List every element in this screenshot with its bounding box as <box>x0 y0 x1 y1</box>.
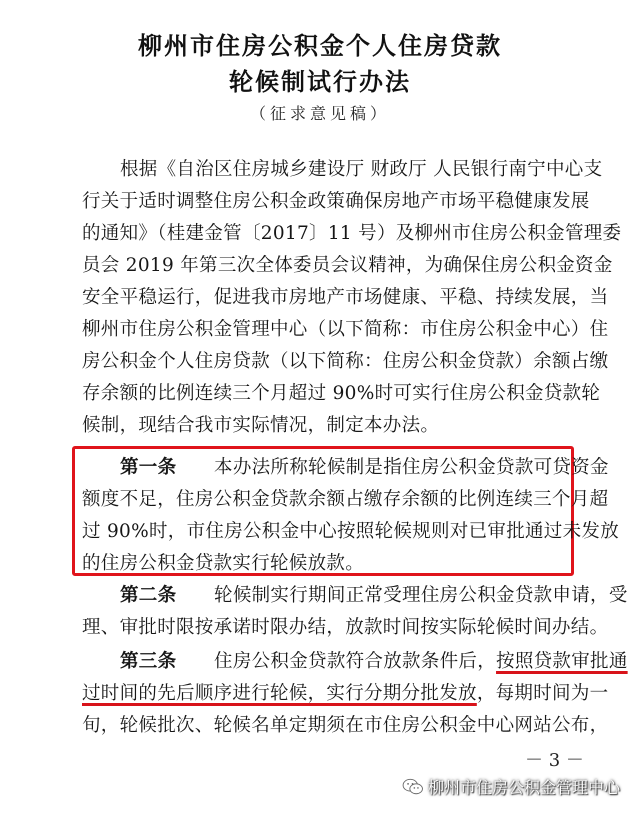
article-2-first-line <box>120 584 628 608</box>
article-3-text: ，每期时间为一 <box>476 683 609 704</box>
article-3-label: 第三条 <box>120 651 177 672</box>
article-2-label: 第二条 <box>120 585 177 606</box>
preamble-line: 房公积金个人住房贷款（以下简称：住房公积金贷款）余额占缴 <box>82 351 609 372</box>
article-1-text: 本办法所称轮候制是指住房公积金贷款可贷资金 <box>214 457 609 478</box>
article-3-text: 住房公积金贷款符合放款条件后， <box>214 651 497 672</box>
article-1-line: 额度不足，住房公积金贷款余额占缴存余额的比例连续三个月超 <box>82 489 609 510</box>
article-3-second-line <box>82 682 608 706</box>
wechat-icon <box>402 778 424 796</box>
article-3-line: 旬，轮候批次、轮候名单定期须在市住房公积金中心网站公布， <box>82 715 609 736</box>
title-line-1: 柳州市住房公积金个人住房贷款 <box>138 32 502 60</box>
article-3-underlined-text: 按照贷款审批通 <box>496 651 628 672</box>
article-1-line: 的住房公积金贷款实行轮候放款。 <box>82 553 365 574</box>
preamble-line: 候制，现结合我市实际情况，制定本办法。 <box>82 415 440 436</box>
preamble-line: 柳州市住房公积金管理中心（以下简称：市住房公积金中心）住 <box>82 319 609 340</box>
article-2-text: 轮候制实行期间正常受理住房公积金贷款申请，受 <box>214 585 628 606</box>
article-1-label: 第一条 <box>120 457 177 478</box>
preamble-line: 行关于适时调整住房公积金政策确保房地产市场平稳健康发展 <box>82 191 590 212</box>
article-3-first-line <box>120 650 628 674</box>
preamble-line: 根据《自治区住房城乡建设厅 财政厅 人民银行南宁中心支 <box>120 159 603 180</box>
article-2-line: 理、审批时限按承诺时限办结，放款时间按实际轮候时间办结。 <box>82 617 609 638</box>
preamble-line: 安全平稳运行，促进我市房地产市场健康、平稳、持续发展，当 <box>82 287 609 308</box>
subtitle: （征求意见稿） <box>249 104 390 123</box>
wechat-watermark <box>402 775 620 798</box>
article-1-first-line <box>120 456 609 480</box>
preamble-line: 员会 2019 年第三次全体委员会议精神，为确保住房公积金资金 <box>82 255 613 276</box>
preamble-line: 的通知》（桂建金管〔2017〕11 号）及柳州市住房公积金管理委 <box>82 223 622 244</box>
article-3-underlined-text: 过时间的先后顺序进行轮候，实行分期分批发放 <box>82 683 477 704</box>
article-1-line: 过 90%时，市住房公积金中心按照轮候规则对已审批通过未发放 <box>82 521 620 542</box>
preamble-line: 存余额的比例连续三个月超过 90%时可实行住房公积金贷款轮 <box>82 383 601 404</box>
page-number: － 3 － <box>525 750 584 771</box>
watermark-text: 柳州市住房公积金管理中心 <box>428 778 621 797</box>
title-line-2: 轮候制试行办法 <box>229 68 411 96</box>
